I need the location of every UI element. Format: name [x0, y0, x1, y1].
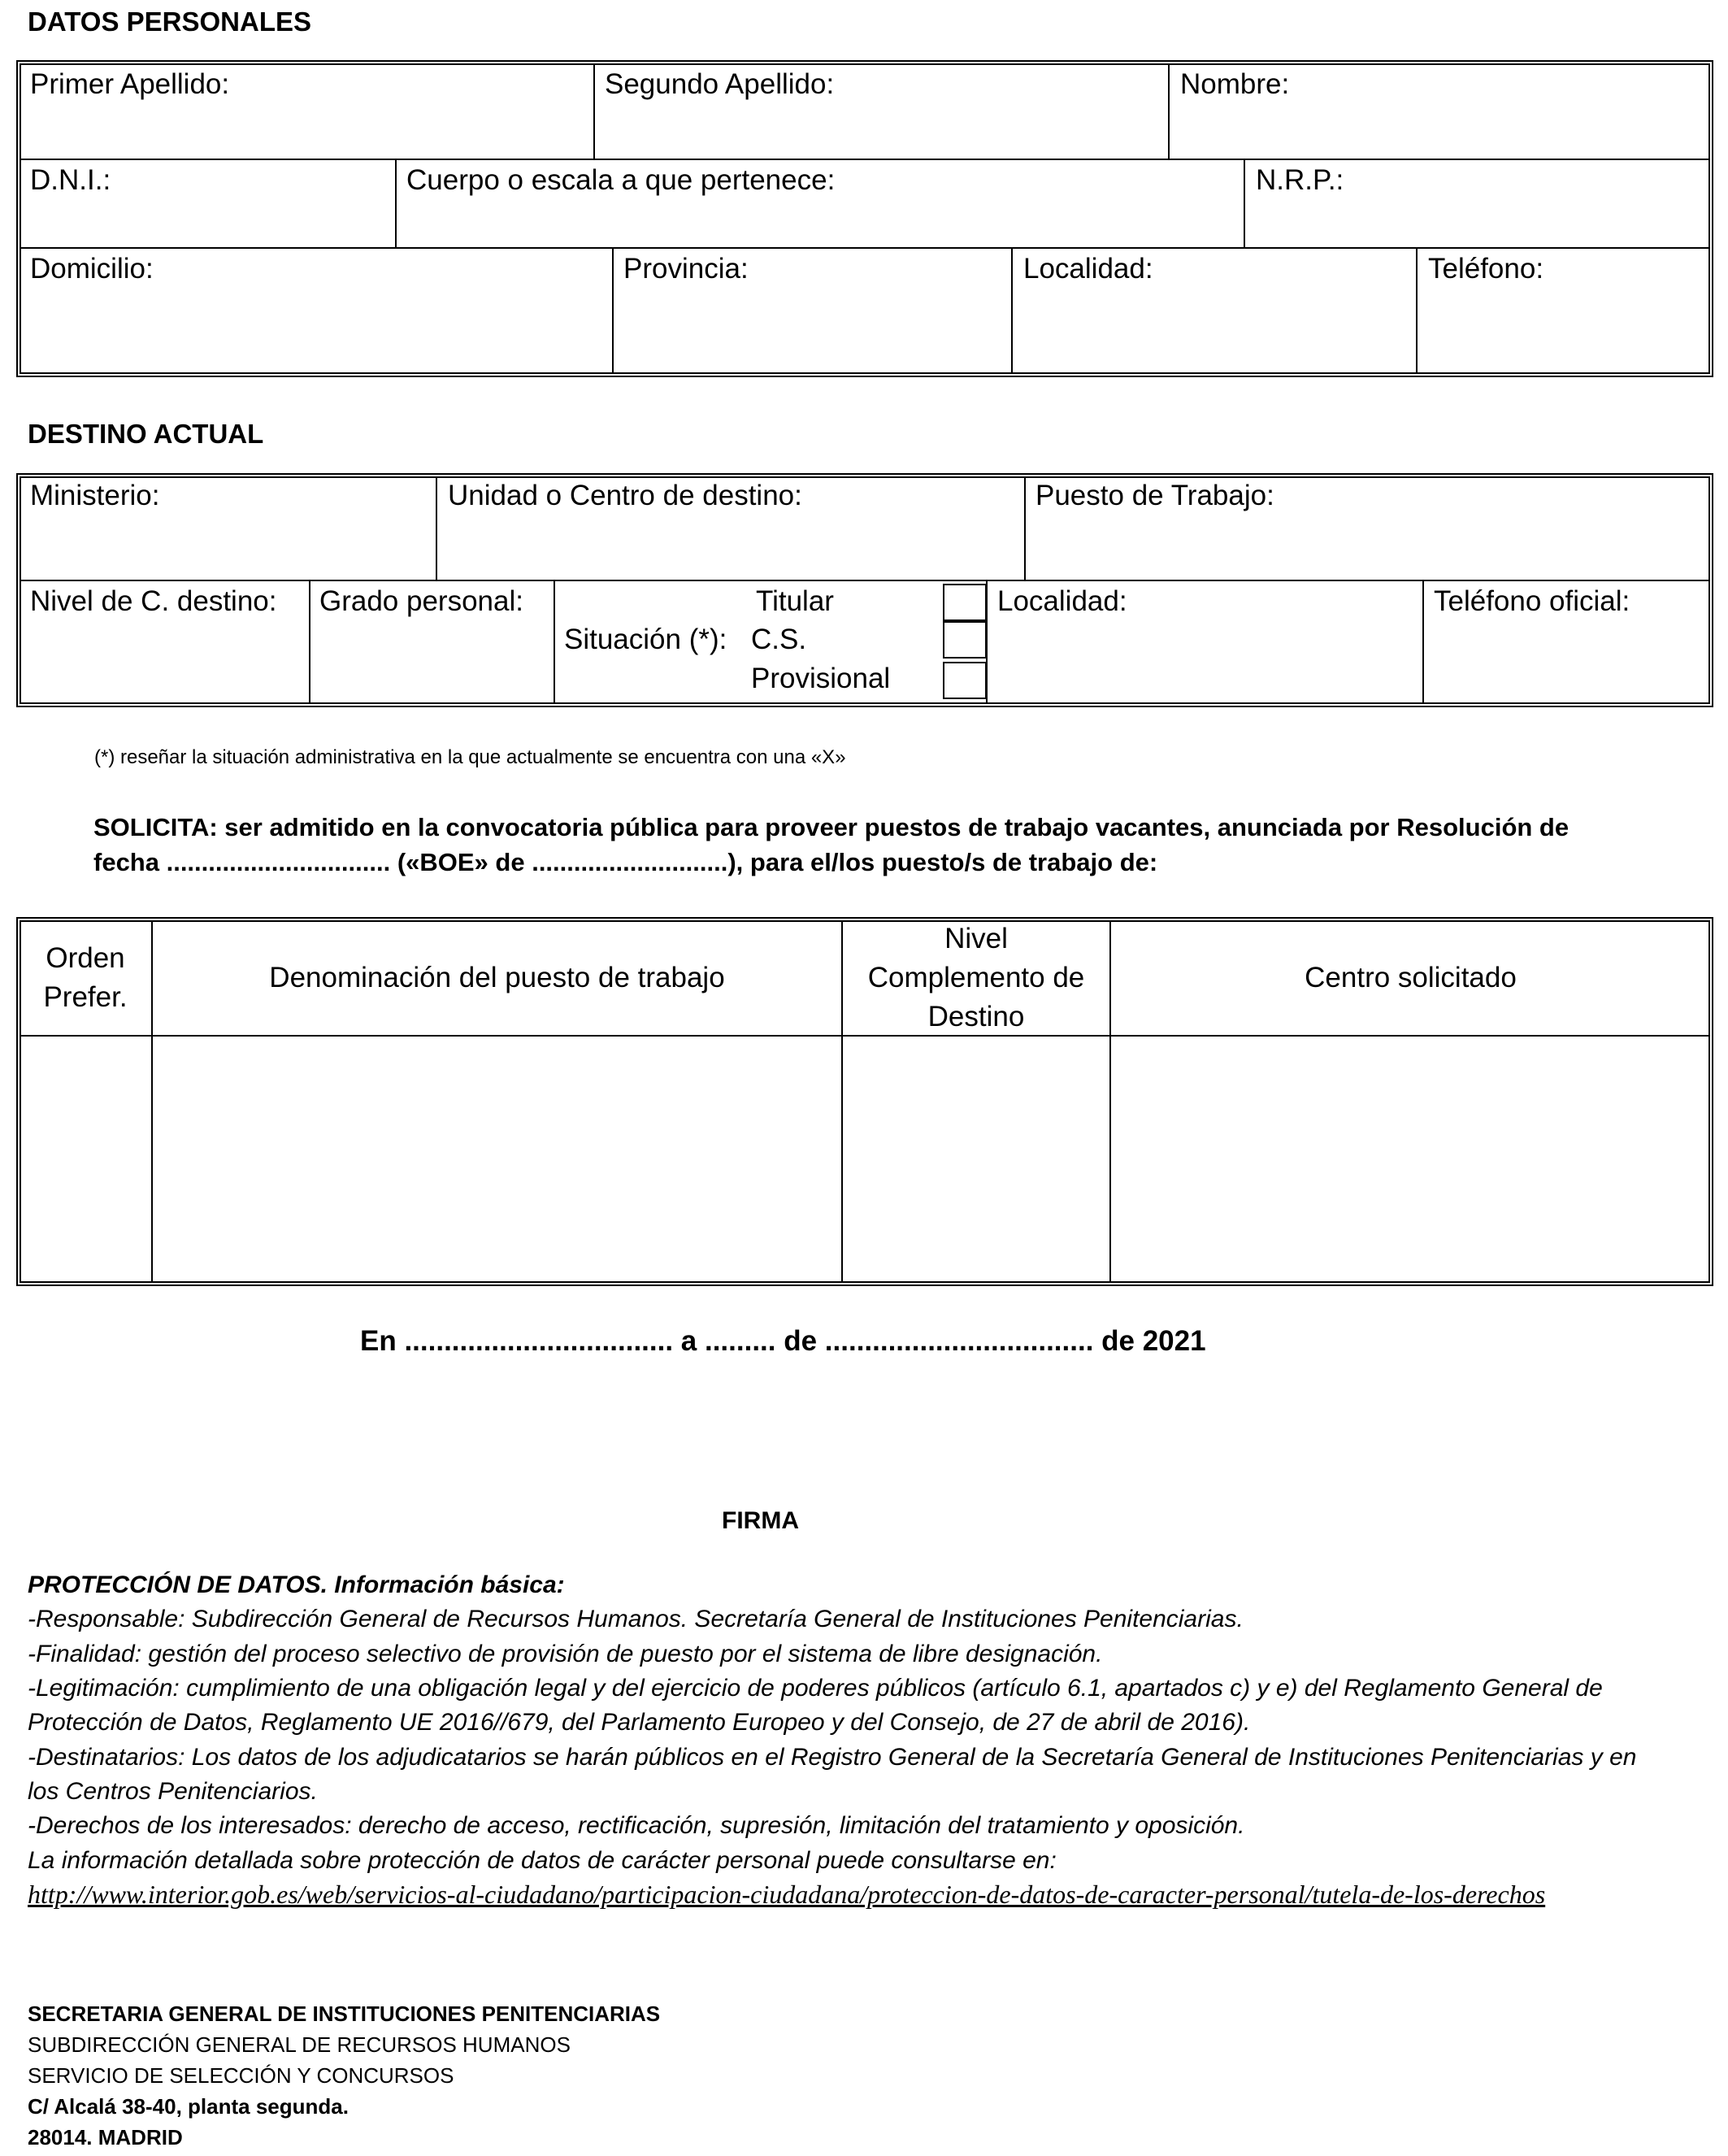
- col-divider: [1244, 159, 1245, 248]
- row-divider: [20, 247, 1710, 249]
- footer-city: 28014. MADRID: [28, 2125, 183, 2149]
- field-grado-personal[interactable]: Grado personal:: [319, 585, 523, 617]
- field-nombre[interactable]: Nombre:: [1180, 68, 1290, 100]
- firma-label: FIRMA: [722, 1507, 799, 1534]
- checkbox-cs[interactable]: [943, 621, 987, 659]
- situacion-option-titular: Titular: [756, 585, 834, 617]
- field-provincia[interactable]: Provincia:: [623, 253, 749, 285]
- proteccion-line: los Centros Penitenciarios.: [28, 1778, 318, 1805]
- proteccion-line: -Legitimación: cumplimiento de una obligación legal y del ejercicio de poderes públicos (artículo 6.1, apartados c) y e) del Reglamento General de: [28, 1675, 1603, 1702]
- header-centro-solicitado: Centro solicitado: [1305, 961, 1517, 993]
- footer-secretaria: SECRETARIA GENERAL DE INSTITUCIONES PENITENCIARIAS: [28, 2002, 661, 2026]
- row-divider: [20, 580, 1710, 581]
- field-telefono-oficial[interactable]: Teléfono oficial:: [1434, 585, 1630, 617]
- solicita-line-1: SOLICITA: ser admitido en la convocatoria pública para proveer puestos de trabajo vacantes, anunciada por Resolución de: [93, 813, 1570, 841]
- situacion-note: (*) reseñar la situación administrativa en la que actualmente se encuentra con una «X»: [94, 746, 846, 768]
- proteccion-line: -Finalidad: gestión del proceso selectivo de provisión de puesto por el sistema de libre designación.: [28, 1641, 1103, 1667]
- footer-servicio: SERVICIO DE SELECCIÓN Y CONCURSOS: [28, 2063, 454, 2088]
- proteccion-line: -Destinatarios: Los datos de los adjudicatarios se harán públicos en el Registro General de la Secretaría General de Instituciones Penitenciarias y en: [28, 1744, 1637, 1771]
- col-divider: [436, 476, 437, 580]
- field-cuerpo[interactable]: Cuerpo o escala a que pertenece:: [406, 164, 836, 196]
- table-row[interactable]: [20, 1037, 1710, 1283]
- situacion-label: Situación (*):: [564, 624, 727, 655]
- field-telefono[interactable]: Teléfono:: [1428, 253, 1544, 285]
- proteccion-line: -Derechos de los interesados: derecho de acceso, rectificación, supresión, limitación del tratamiento y oposición.: [28, 1812, 1245, 1839]
- col-divider: [309, 580, 310, 704]
- field-domicilio[interactable]: Domicilio:: [30, 253, 154, 285]
- col-divider: [1024, 476, 1026, 580]
- header-orden-prefer: Orden Prefer.: [43, 941, 128, 1013]
- col-divider: [1422, 580, 1424, 704]
- section-title-destino-actual: DESTINO ACTUAL: [28, 419, 264, 449]
- col-divider: [1011, 248, 1013, 374]
- row-divider: [20, 159, 1710, 160]
- field-localidad[interactable]: Localidad:: [1023, 253, 1153, 285]
- field-primer-apellido[interactable]: Primer Apellido:: [30, 68, 230, 100]
- field-dni[interactable]: D.N.I.:: [30, 164, 111, 196]
- header-nivel-complemento: Nivel Complemento de Destino: [867, 922, 1085, 1032]
- personal-data-table: [16, 60, 1713, 377]
- date-line: En .................................. a ......... de .................................. de 2021: [360, 1325, 1206, 1357]
- field-nivel-destino[interactable]: Nivel de C. destino:: [30, 585, 277, 617]
- field-ministerio[interactable]: Ministerio:: [30, 480, 160, 511]
- solicita-line-2: fecha ................................ («BOE» de ............................), para el/los puesto/s de trabajo de:: [93, 848, 1158, 876]
- checkbox-titular[interactable]: [943, 584, 987, 621]
- field-segundo-apellido[interactable]: Segundo Apellido:: [605, 68, 835, 100]
- section-title-datos-personales: DATOS PERSONALES: [28, 7, 311, 37]
- col-divider: [612, 248, 614, 374]
- field-puesto-trabajo[interactable]: Puesto de Trabajo:: [1035, 480, 1274, 511]
- situacion-option-provisional: Provisional: [751, 663, 891, 694]
- header-denominacion: Denominación del puesto de trabajo: [269, 961, 725, 993]
- col-divider: [593, 63, 595, 159]
- proteccion-datos-title: PROTECCIÓN DE DATOS. Información básica:: [28, 1571, 565, 1598]
- proteccion-line: Protección de Datos, Reglamento UE 2016//679, del Parlamento Europeo y del Consejo, de 27 de abril de 2016).: [28, 1709, 1251, 1736]
- col-divider: [1416, 248, 1418, 374]
- situacion-option-cs: C.S.: [751, 624, 807, 655]
- field-unidad-centro[interactable]: Unidad o Centro de destino:: [448, 480, 802, 511]
- col-divider: [395, 159, 397, 248]
- field-nrp[interactable]: N.R.P.:: [1256, 164, 1344, 196]
- footer-subdireccion: SUBDIRECCIÓN GENERAL DE RECURSOS HUMANOS: [28, 2032, 571, 2057]
- proteccion-line: La información detallada sobre protección de datos de carácter personal puede consultarse en:: [28, 1847, 1057, 1874]
- col-divider: [1168, 63, 1170, 159]
- proteccion-datos-link[interactable]: http://www.interior.gob.es/web/servicios-al-ciudadano/participacion-ciudadana/proteccion-de-datos-de-caracter-personal/tutela-de-los-derechos: [28, 1880, 1546, 1909]
- footer-address: C/ Alcalá 38-40, planta segunda.: [28, 2094, 349, 2119]
- checkbox-provisional[interactable]: [943, 662, 987, 699]
- proteccion-line: -Responsable: Subdirección General de Recursos Humanos. Secretaría General de Instituciones Penitenciarias.: [28, 1606, 1244, 1632]
- field-localidad-destino[interactable]: Localidad:: [997, 585, 1127, 617]
- col-divider: [554, 580, 555, 704]
